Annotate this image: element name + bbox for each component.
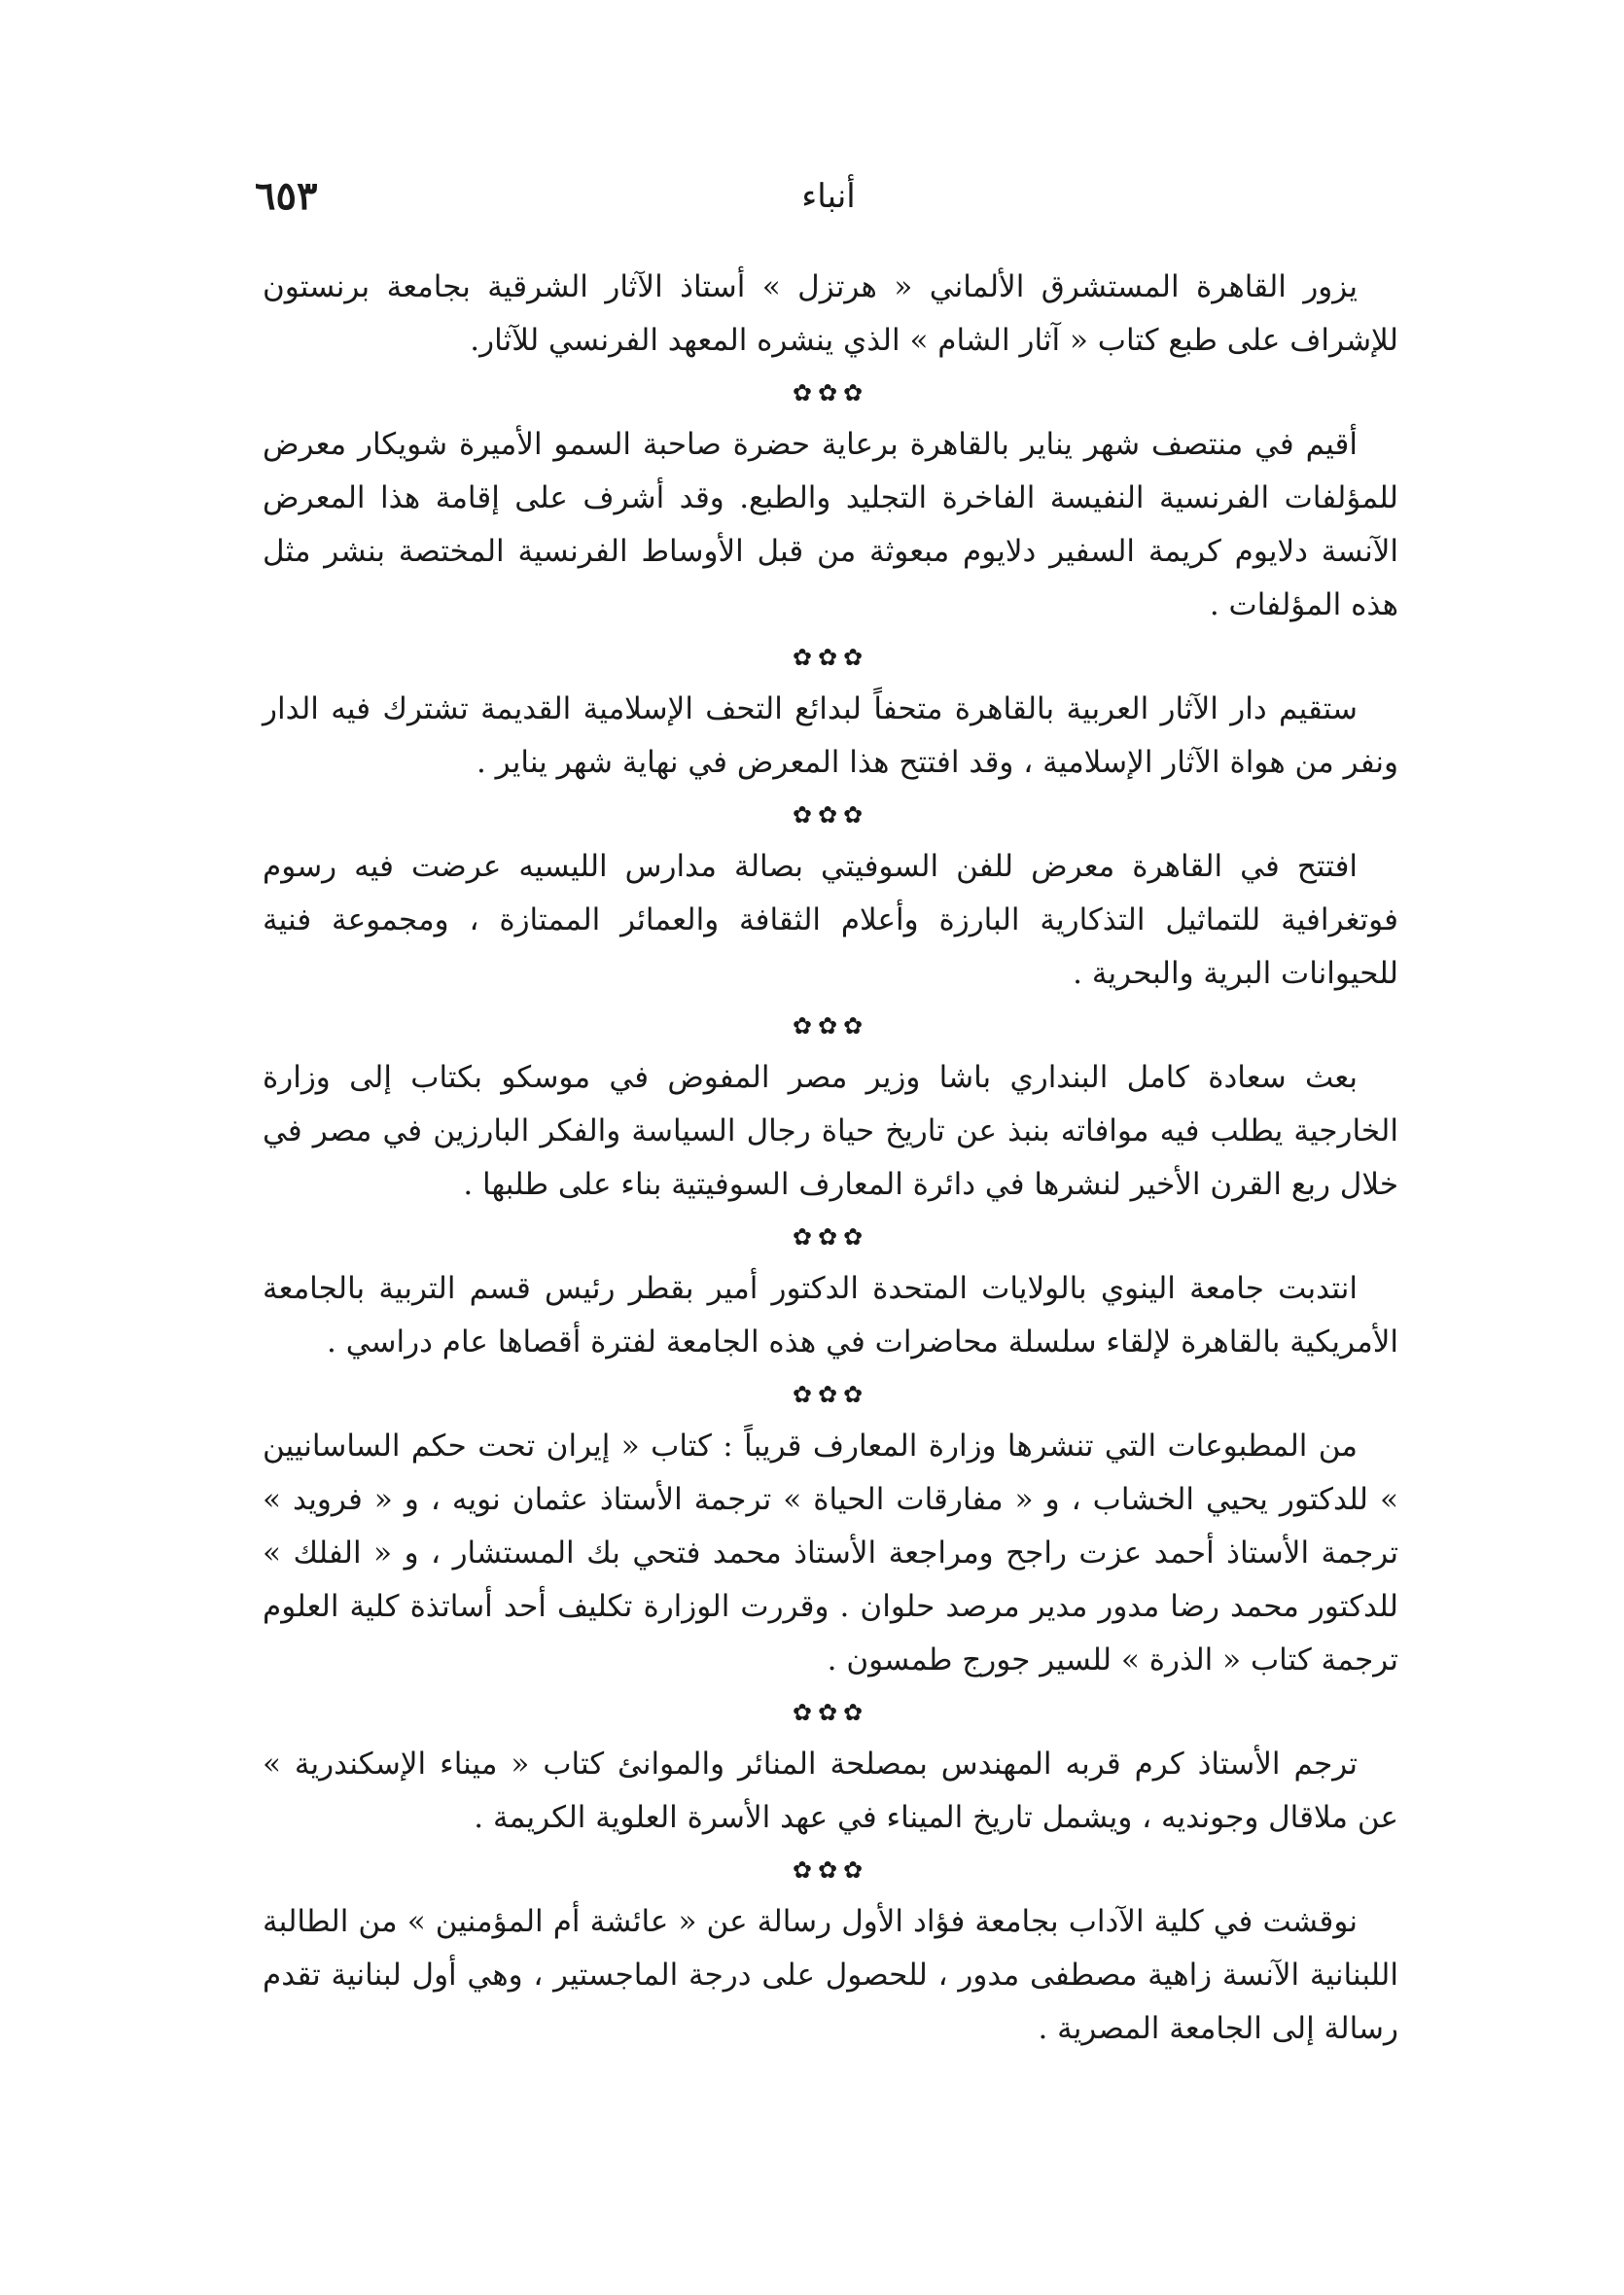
- news-paragraph: نوقشت في كلية الآداب بجامعة فؤاد الأول رسالة عن « عائشة أم المؤمنين » من الطالبة اللبنانية الآنسة زاهية مصطفى مدور ، للحصول على درجة الماجستير ، وهي أول لبنانية تقدم رسالة إلى الجامعة المصرية .: [263, 1904, 1398, 2046]
- news-paragraph: من المطبوعات التي تنشرها وزارة المعارف قريباً : كتاب « إيران تحت حكم الساسانيين » للدكتور يحيي الخشاب ، و « مفارقات الحياة » ترجمة الأستاذ عثمان نويه ، و « فرويد » ترجمة الأستاذ أحمد عزت راجح ومراجعة الأستاذ محمد فتحي بك المستشار ، و « الفلك » للدكتور محمد رضا مدور مدير مرصد حلوان . وقررت الوزارة تكليف أحد أساتذة كلية العلوم ترجمة كتاب « الذرة » للسير جورج طمسون .: [263, 1429, 1398, 1677]
- star-separator: ✿✿✿: [792, 1856, 869, 1884]
- news-paragraph: يزور القاهرة المستشرق الألماني « هرتزل » أستاذ الآثار الشرقية بجامعة برنستون للإشراف على طبع كتاب « آثار الشام » الذي ينشره المعهد الفرنسي للآثار.: [263, 269, 1398, 358]
- section-title: أنباء: [801, 177, 856, 216]
- news-body: [263, 261, 1398, 2056]
- star-separator: ✿✿✿: [792, 1223, 869, 1251]
- news-paragraph: ترجم الأستاذ كرم قربه المهندس بمصلحة المنائر والموانئ كتاب « ميناء الإسكندرية » عن ملاقال وجونديه ، ويشمل تاريخ الميناء في عهد الأسرة العلوية الكريمة .: [263, 1747, 1398, 1835]
- news-paragraph: ستقيم دار الآثار العربية بالقاهرة متحفاً لبدائع التحف الإسلامية القديمة تشترك فيه الدار ونفر من هواة الآثار الإسلامية ، وقد افتتح هذا المعرض في نهاية شهر يناير .: [263, 691, 1398, 780]
- star-separator: ✿✿✿: [792, 644, 869, 671]
- star-separator: ✿✿✿: [792, 801, 869, 829]
- star-separator: ✿✿✿: [792, 1381, 869, 1408]
- page-number: ٦٥٣: [255, 173, 318, 219]
- star-separator: ✿✿✿: [792, 1012, 869, 1040]
- star-separator: ✿✿✿: [792, 1699, 869, 1726]
- page-header: [255, 167, 1402, 226]
- news-paragraph: افتتح في القاهرة معرض للفن السوفيتي بصالة مدارس الليسيه عرضت فيه رسوم فوتغرافية للتماثيل التذكارية البارزة وأعلام الثقافة والعمائر الممتازة ، ومجموعة فنية للحيوانات البرية والبحرية .: [263, 849, 1398, 991]
- news-paragraph: انتدبت جامعة الينوي بالولايات المتحدة الدكتور أمير بقطر رئيس قسم التربية بالجامعة الأمريكية بالقاهرة لإلقاء سلسلة محاضرات في هذه الجامعة لفترة أقصاها عام دراسي .: [263, 1271, 1398, 1359]
- news-paragraph: بعث سعادة كامل البنداري باشا وزير مصر المفوض في موسكو بكتاب إلى وزارة الخارجية يطلب فيه موافاته بنبذ عن تاريخ حياة رجال السياسة والفكر البارزين في مصر في خلال ربع القرن الأخير لنشرها في دائرة المعارف السوفيتية بناء على طلبها .: [263, 1060, 1398, 1202]
- news-paragraph: أقيم في منتصف شهر يناير بالقاهرة برعاية حضرة صاحبة السمو الأميرة شويكار معرض للمؤلفات الفرنسية النفيسة الفاخرة التجليد والطبع. وقد أشرف على إقامة هذا المعرض الآنسة دلايوم كريمة السفير دلايوم مبعوثة من قبل الأوساط الفرنسية المختصة بنشر مثل هذه المؤلفات .: [263, 427, 1398, 622]
- star-separator: ✿✿✿: [792, 379, 869, 406]
